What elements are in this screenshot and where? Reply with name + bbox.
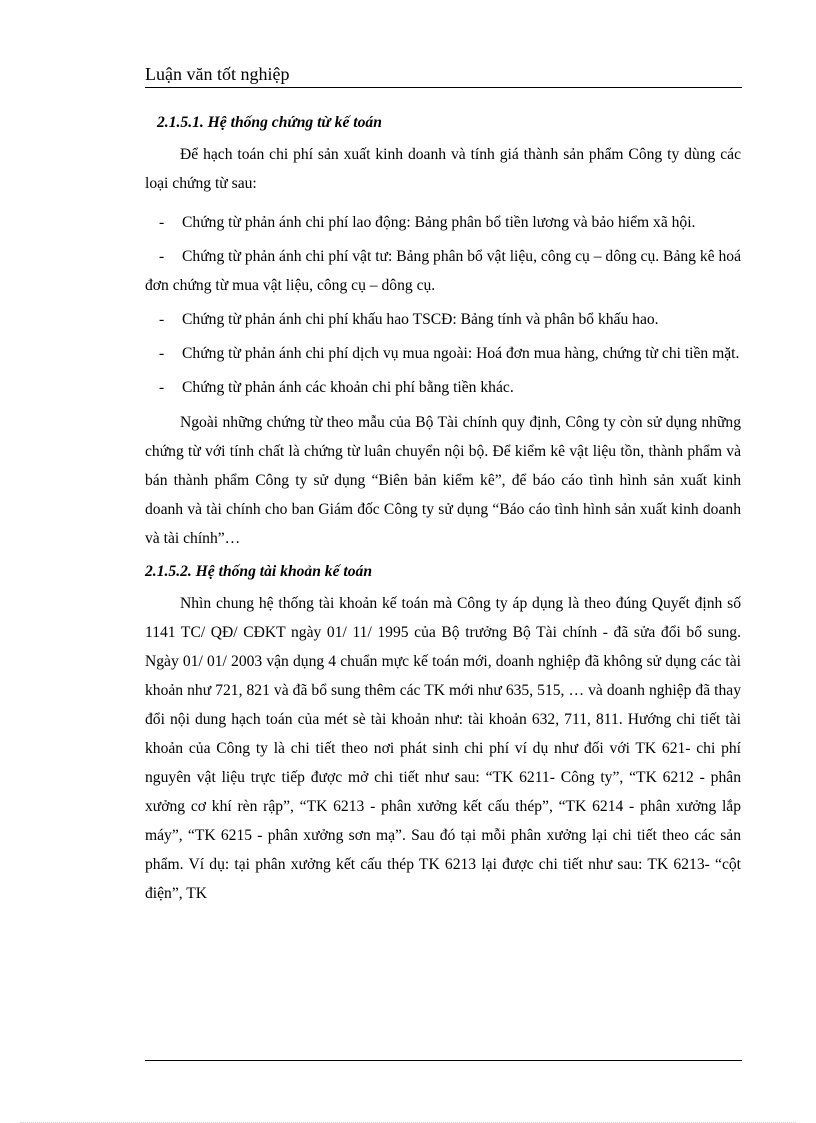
section-heading-tai-khoan: 2.1.5.2. Hệ thống tài khoản kế toán [145,563,373,580]
page-header-title: Luận văn tốt nghiệp [145,64,290,84]
list-item-text: Chứng từ phản ánh chi phí dịch vụ mua ngoài: Hoá đơn mua hàng, chứng từ chi tiền mặt. [182,345,740,362]
bullet-dash: - [159,345,165,362]
list-item-text: Chứng từ phản ánh chi phí vật tư: Bảng phân bổ vật liệu, công cụ – dông cụ. Bảng kê hoá đơn chứng từ mua vật liệu, công cụ – dông cụ. [145,248,741,294]
section-2-body-paragraph: Nhìn chung hệ thống tài khoản kế toán mà Công ty áp dụng là theo đúng Quyết định số 1141 TC/ QĐ/ CĐKT ngày 01/ 11/ 1995 của Bộ trưởng Bộ Tài chính - đã sửa đổi bổ sung. Ngày 01/ 01/ 2003 vận dụng 4 chuẩn mực kế toán mới, doanh nghiệp đã không sử dụng các tài khoản như 721, 821 và đã bổ sung thêm các TK mới như 635, 515, … và doanh nghiệp đã thay đổi nội dung hạch toán của mét sè tài khoản như: tài khoản 632, 711, 811. Hướng chi tiết tài khoản của Công ty là chi tiết theo nơi phát sinh chi phí ví dụ như đối với TK 621- chi phí nguyên vật liệu trực tiếp được mở chi tiết như sau: “TK 6211- Công ty”, “TK 6212 - phân xưởng cơ khí rèn rập”, “TK 6213 - phân xưởng kết cấu thép”, “TK 6214 - phân xưởng lắp máy”, “TK 6215 - phân xưởng sơn mạ”. Sau đó tại mỗi phân xưởng lại chi tiết theo các sản phẩm. Ví dụ: tại phân xưởng kết cấu thép TK 6213 lại được chi tiết như sau: TK 6213- “cột điện”, TK [145,595,741,902]
list-item-text: Chứng từ phản ánh các khoản chi phí bằng tiền khác. [182,379,514,396]
section-1-intro-paragraph: Để hạch toán chi phí sản xuất kinh doanh và tính giá thành sản phẩm Công ty dùng các loại chứng từ sau: [145,146,741,192]
list-item [145,237,741,300]
bullet-dash: - [159,311,165,328]
section-heading-chung-tu: 2.1.5.1. Hệ thống chứng từ kế toán [157,114,382,131]
bullet-dash: - [159,379,165,396]
list-item-text: Chứng từ phản ánh chi phí khấu hao TSCĐ: Bảng tính và phân bổ khấu hao. [182,311,659,328]
bullet-dash: - [159,214,165,231]
list-item [145,334,741,368]
bullet-dash: - [159,248,165,265]
footer-divider [145,1060,742,1061]
header-divider [145,87,742,88]
document-body [145,106,741,908]
list-item [145,368,741,402]
list-item [145,300,741,334]
section-1-closing-paragraph: Ngoài những chứng từ theo mẫu của Bộ Tài chính quy định, Công ty còn sử dụng những chứng từ với tính chất là chứng từ luân chuyển nội bộ. Để kiểm kê vật liệu tồn, thành phẩm và bán thành phẩm Công ty sử dụng “Biên bản kiểm kê”, để báo cáo tình hình sản xuất kinh doanh và tài chính cho ban Giám đốc Công ty sử dụng “Báo cáo tình hình sản xuất kinh doanh và tài chính”… [145,414,741,547]
list-item [145,203,741,237]
list-item-text: Chứng từ phản ánh chi phí lao động: Bảng phân bổ tiền lương và bảo hiểm xã hội. [182,214,696,231]
